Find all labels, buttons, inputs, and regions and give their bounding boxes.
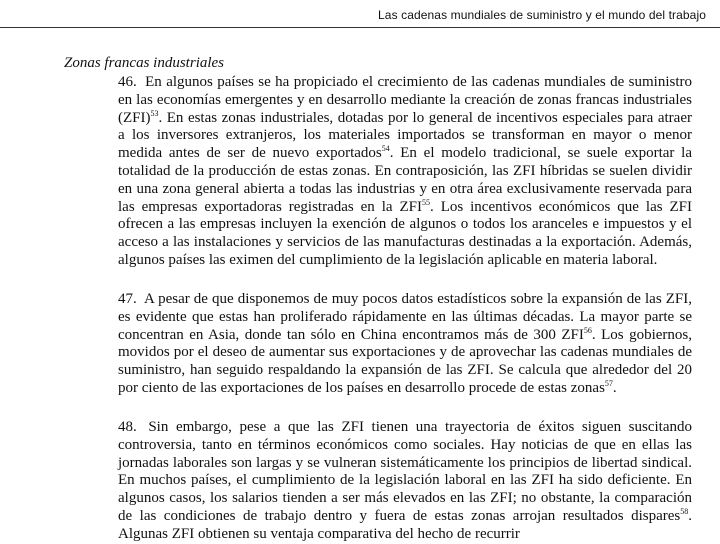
paragraph-text: . En estas zonas industriales, dotadas por lo general de incentivos especiales para atraer a los inversores extranjeros, los materiales importados se transforman en mayor o menor medida antes de ser de nuevo exportados [118, 109, 692, 162]
paragraph-46 [118, 74, 692, 270]
paragraph-text: . En el modelo tradicional, se suele exportar la totalidad de la producción de estas zonas. En contraposición, las ZFI híbridas se suelen dividir en una zona general abierta a todas las industrias y en otra área exclusivamente reservada para las empresas exportadoras registradas en la ZFI [118, 145, 693, 215]
paragraph-text: . Algunas ZFI obtienen su ventaja comparativa del hecho de recurrir [118, 507, 692, 542]
paragraph-text: . [612, 379, 617, 396]
paragraph-text: Sin embargo, pese a que las ZFI tienen una trayectoria de éxitos siguen suscitando controversia, tanto en términos económicos como sociales. Hay noticias de que en ellas las jornadas laborales son largas y se vulneran sistemáticamente los principios de libertad sindical. En muchos países, el cumplimiento de la legislación laboral en las ZFI ha sido deficiente. En algunos casos, los salarios tienden a ser más elevados en las ZFI; no obstante, la comparación de las condiciones de trabajo dentro y fuera de estas zonas arrojan resultados dispares [118, 419, 692, 524]
running-header: Las cadenas mundiales de suministro y el mundo del trabajo [378, 8, 706, 22]
paragraph-text: . Los gobiernos, movidos por el deseo de aumentar sus exportaciones y de aprovechar las cadenas mundiales de suministro, han seguido respaldando la expansión de las ZFI. Se calcula que alrededor del 20 por ciento de las exportaciones de los países en desarrollo procede de estas zonas [118, 326, 692, 396]
paragraph-48 [118, 419, 692, 544]
footnote-ref: 57 [604, 378, 613, 388]
footnote-ref: 55 [422, 197, 431, 207]
paragraph-number: 46. [118, 74, 137, 90]
header-rule [0, 27, 720, 28]
paragraph-text: A pesar de que disponemos de muy pocos datos estadísticos sobre la expansión de las ZFI, es evidente que estas han proliferado rápidamente en las últimas décadas. La mayor parte se concentran en Asia, donde tan sólo en China encontramos más de 300 ZFI [118, 291, 692, 343]
section-heading: Zonas francas industriales [64, 55, 225, 71]
footnote-ref: 56 [583, 325, 592, 335]
footnote-ref: 54 [381, 144, 390, 154]
paragraph-text: . Los incentivos económicos que las ZFI ofrecen a las empresas incluyen la exención de algunos o todos los aranceles e impuestos y el acceso a las instalaciones y servicios de las manufacturas destinadas a la exportación. Además, algunos países las eximen del cumplimiento de la legislación aplicable en materia laboral. [118, 198, 692, 268]
paragraph-number: 47. [118, 291, 137, 307]
paragraph-number: 48. [118, 419, 137, 435]
footnote-ref: 58 [680, 506, 689, 516]
paragraph-47 [118, 291, 692, 398]
footnote-ref: 53 [150, 108, 159, 118]
paragraph-text: En algunos países se ha propiciado el crecimiento de las cadenas mundiales de suministro en las economías emergentes y en desarrollo mediante la creación de zonas francas industriales (ZFI) [118, 74, 693, 126]
